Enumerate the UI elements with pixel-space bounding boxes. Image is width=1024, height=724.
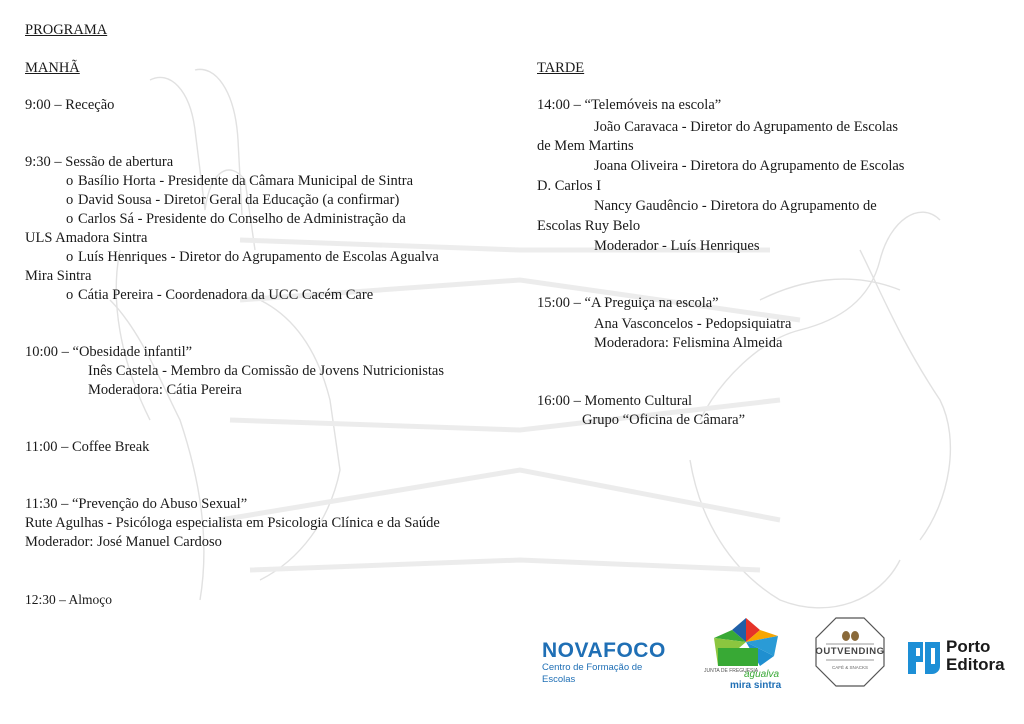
outvending-subtitle: CAFÉ & SNACKS (831, 665, 868, 670)
outvending-name: OUTVENDING (815, 646, 885, 657)
afternoon-heading: TARDE (537, 60, 585, 76)
phones-line: Joana Oliveira - Diretora do Agrupamento de Escolas (594, 158, 905, 174)
bullet-marker: o (66, 249, 74, 265)
abuse-speaker: Rute Agulhas - Psicóloga especialista em Psicologia Clínica e da Saúde (25, 515, 440, 531)
phones-line: Escolas Ruy Belo (537, 218, 641, 234)
phones-moderator: Moderador - Luís Henriques (594, 238, 760, 254)
phones-session-title: 14:00 – “Telemóveis na escola” (537, 97, 722, 113)
phones-line: Nancy Gaudêncio - Diretora do Agrupamento de (594, 198, 877, 214)
opening-speaker: Carlos Sá - Presidente do Conselho de Administração da (78, 211, 406, 227)
bullet-marker: o (66, 192, 74, 208)
obesity-moderator: Moderadora: Cátia Pereira (88, 382, 242, 398)
opening-speaker-continued: ULS Amadora Sintra (25, 230, 148, 246)
obesity-speaker: Inês Castela - Membro da Comissão de Jovens Nutricionistas (88, 363, 444, 379)
opening-speaker-continued: Mira Sintra (25, 268, 92, 284)
porto-editora-logo (906, 638, 1018, 678)
obesity-session-title: 10:00 – “Obesidade infantil” (25, 344, 193, 360)
laziness-speaker: Ana Vasconcelos - Pedopsiquiatra (594, 316, 792, 332)
laziness-session-title: 15:00 – “A Preguiça na escola” (537, 295, 719, 311)
phones-line: João Caravaca - Diretor do Agrupamento de Escolas (594, 119, 898, 135)
abuse-session-title: 11:30 – “Prevenção do Abuso Sexual” (25, 496, 248, 512)
porto-editora-mark (906, 640, 942, 676)
cultural-session-title: 16:00 – Momento Cultural (537, 393, 693, 409)
bullet-marker: o (66, 287, 74, 303)
opening-speaker: Basílio Horta - Presidente da Câmara Municipal de Sintra (78, 173, 414, 189)
laziness-moderator: Moderadora: Felismina Almeida (594, 335, 783, 351)
reception-item: 9:00 – Receção (25, 97, 115, 113)
lunch-item: 12:30 – Almoço (25, 592, 112, 607)
porto-editora-line2: Editora (946, 655, 1005, 674)
bullet-marker: o (66, 211, 74, 227)
phones-line: de Mem Martins (537, 138, 634, 154)
porto-editora-line1: Porto (946, 637, 991, 656)
opening-speaker: Luís Henriques - Diretor do Agrupamento de Escolas Agualva (78, 249, 439, 265)
agualva-emblem (704, 616, 788, 668)
novafoco-logo (542, 639, 678, 685)
outvending-logo (814, 616, 886, 688)
novafoco-name: NOVAFOCO (542, 639, 666, 662)
morning-heading: MANHÃ (25, 60, 80, 76)
agualva-mira-sintra-logo (704, 616, 788, 696)
cultural-group: Grupo “Oficina de Câmara” (582, 412, 746, 428)
mira-sintra-name: mira sintra (730, 680, 782, 691)
abuse-moderator: Moderador: José Manuel Cardoso (25, 534, 222, 550)
phones-line: D. Carlos I (537, 178, 602, 194)
opening-speaker: David Sousa - Diretor Geral da Educação (a confirmar) (78, 192, 400, 208)
agualva-small-text: JUNTA DE FREGUESIA (704, 668, 759, 674)
opening-speaker: Cátia Pereira - Coordenadora da UCC Cacém Care (78, 287, 374, 303)
opening-session-title: 9:30 – Sessão de abertura (25, 154, 174, 170)
bullet-marker: o (66, 173, 74, 189)
novafoco-subtitle: Centro de Formação de Escolas (542, 662, 643, 685)
agualva-name: agualva (744, 669, 780, 680)
coffee-break-item: 11:00 – Coffee Break (25, 439, 150, 455)
page-title: PROGRAMA (25, 22, 108, 38)
